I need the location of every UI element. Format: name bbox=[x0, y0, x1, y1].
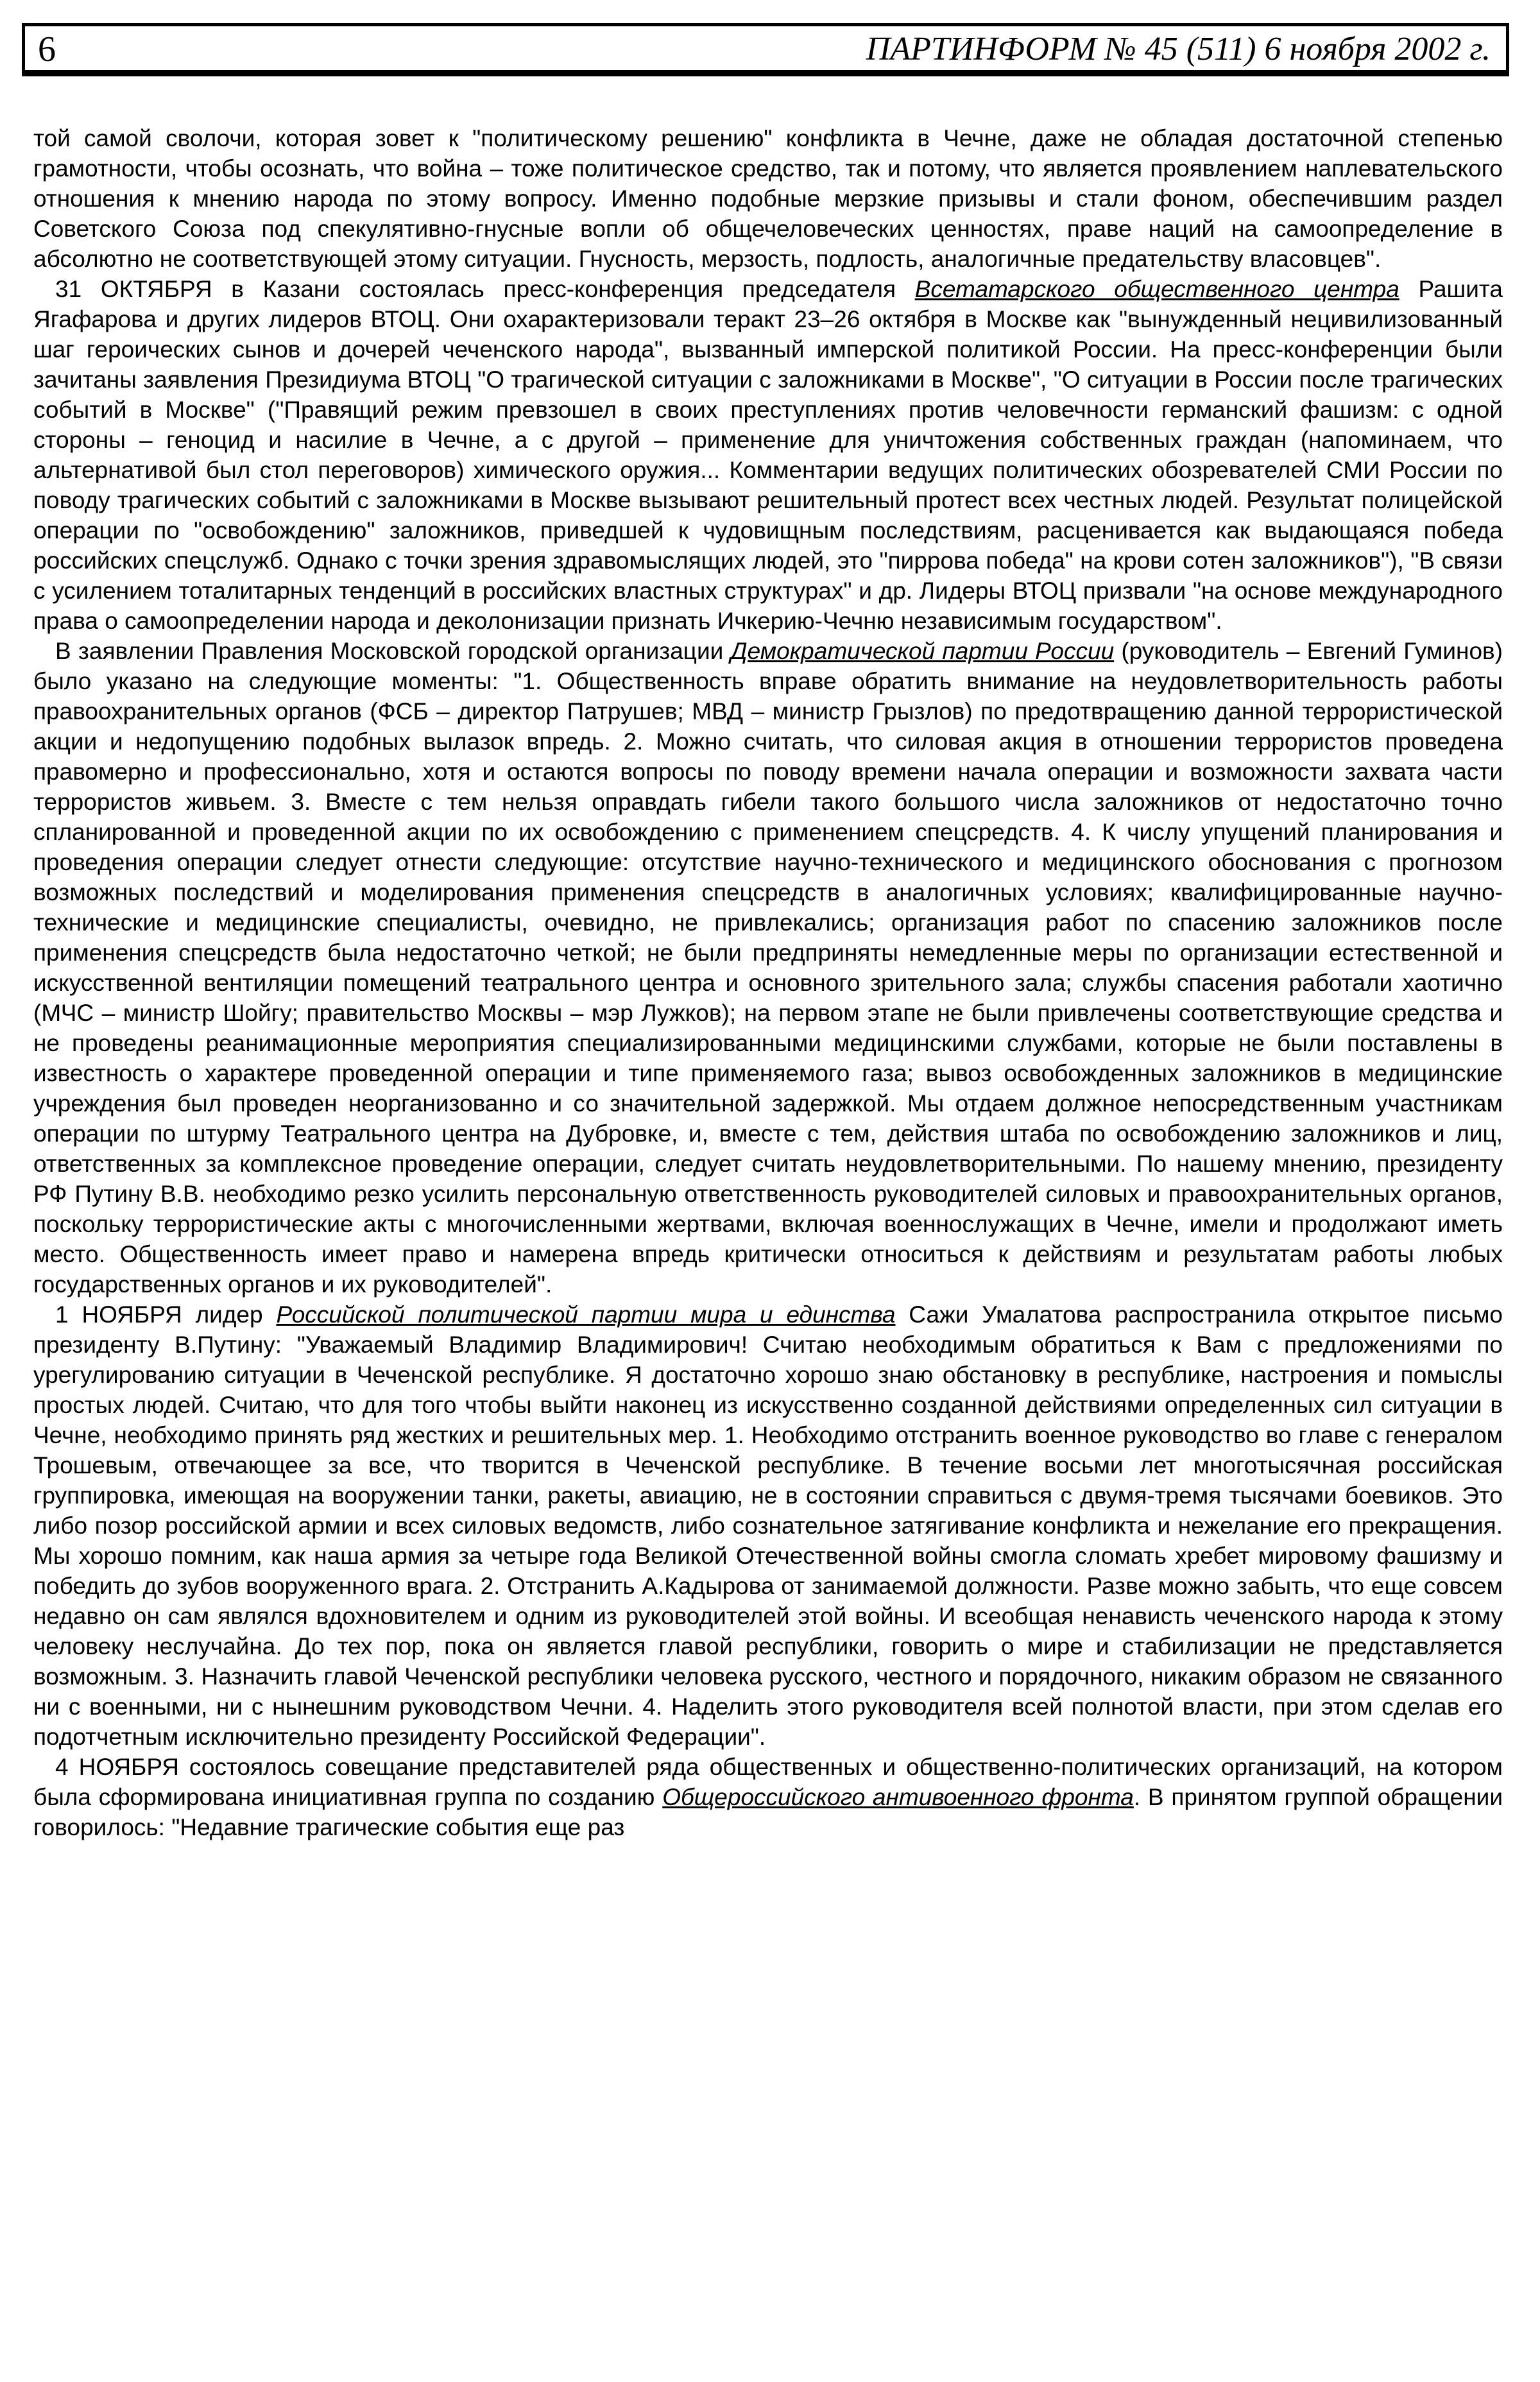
paragraph-umalatova bbox=[33, 1299, 1503, 1752]
page-number: 6 bbox=[38, 30, 56, 69]
paragraph-text: (руководитель – Евгений Гуминов) было указано на следующие моменты: "1. Общественность вправе обратить внимание на неудовлетворительность работы правоохранительных органов (ФСБ – директор Патрушев; МВД – министр Грызлов) по предотвращению данной террористической акции и недопущению подобных вылазок впредь. 2. Можно считать, что силовая акция в отношении террористов проведена правомерно и профессионально, хотя и остаются вопросы по поводу времени начала операции и возможности захвата части террористов живьем. 3. Вместе с тем нельзя оправдать гибели такого большого числа заложников от недостаточно точно спланированной и проведенной акции по их освобождению с применением спецсредств. 4. К числу упущений планирования и проведения операции следует отнести следующие: отсутствие научно-технического и медицинского обоснования с прогнозом возможных последствий и моделирования применения спецсредств в аналогичных условиях; квалифицированные научно-технические и медицинские специалисты, очевидно, не привлекались; организация работ по спасению заложников после применения спецсредств была недостаточно четкой; не были предприняты немедленные меры по организации естественной и искусственной вентиляции помещений театрального центра и основного зрительного зала; службы спасения работали хаотично (МЧС – министр Шойгу; правительство Москвы – мэр Лужков); на первом этапе не были привлечены соответствующие средства и не проведены реанимационные мероприятия специализированными медицинскими службами, которые не были поставлены в известность о характере проведенной операции и типе применяемого газа; вывоз освобожденных заложников в медицинские учреждения был проведен неорганизованно и со значительной задержкой. Мы отдаем должное непосредственным участникам операции по штурму Театрального центра на Дубровке, и, вместе с тем, действия штаба по освобождению заложников и лиц, ответственных за комплексное проведение операции, следует считать неудовлетворительными. По нашему мнению, президенту РФ Путину В.В. необходимо резко усилить персональную ответственность руководителей силовых и правоохранительных органов, поскольку террористические акты с многочисленными жертвами, включая военнослужащих в Чечне, имели и продолжают иметь место. Общественность имеет право и намерена впредь критически относиться к действиям и результатам работы любых государственных органов и их руководителей". bbox=[33, 638, 1503, 1298]
paragraph-vtoc bbox=[33, 274, 1503, 636]
organization-link-dpr[interactable]: Демократической партии России bbox=[730, 638, 1115, 664]
organization-link-vtoc[interactable]: Всетатарского общественного центра bbox=[914, 276, 1399, 302]
paragraph-text: 31 ОКТЯБРЯ в Казани состоялась пресс-конференция председателя bbox=[55, 276, 915, 302]
paragraph-dpr bbox=[33, 636, 1503, 1299]
paragraph-text: . В принятом группой обращении говорилось: "Недавние трагические события еще раз bbox=[33, 1784, 1503, 1840]
paragraph-text: 4 НОЯБРЯ состоялось совещание представителей ряда общественных и общественно-политических организаций, на котором была сформирована инициативная группа по созданию bbox=[33, 1754, 1503, 1810]
paragraph-text: той самой сволочи, которая зовет к "политическому решению" конфликта в Чечне, даже не обладая достаточной степенью грамотности, чтобы осознать, что война – тоже политическое средство, так и потому, что является проявлением наплевательского отношения к мнению народа по этому вопросу. Именно подобные мерзкие призывы и стали фоном, обеспечившим раздел Советского Союза под спекулятивно-гнусные вопли об общечеловеческих ценностях, праве наций на самоопределение в абсолютно не соответствующей этому ситуации. Гнусность, мерзость, подлость, аналогичные предательству власовцев". bbox=[33, 125, 1503, 272]
paragraph-text: Рашита Ягафарова и других лидеров ВТОЦ. Они охарактеризовали теракт 23–26 октября в Москве как "вынужденный нецивилизованный шаг героических сынов и дочерей чеченского народа", вызванный имперской политикой России. На пресс-конференции были зачитаны заявления Президиума ВТОЦ "О трагической ситуации с заложниками в Москве", "О ситуации в России после трагических событий в Москве" ("Правящий режим превзошел в своих преступлениях против человечности германский фашизм: с одной стороны – геноцид и насилие в Чечне, а с другой – применение для уничтожения собственных граждан (напоминаем, что альтернативой был стол переговоров) химического оружия... Комментарии ведущих политических обозревателей СМИ России по поводу трагических событий с заложниками в Москве вызывают решительный протест всех честных людей. Результат полицейской операции по "освобождению" заложников, приведшей к чудовищным последствиям, расценивается как выдающаяся победа российских спецслужб. Однако с точки зрения здравомыслящих людей, это "пиррова победа" на крови сотен заложников"), "В связи с усилением тоталитарных тенденций в российских властных структурах" и др. Лидеры ВТОЦ призвали "на основе международного права о самоопределении народа и деколонизации признать Ичкерию-Чечню независимым государством". bbox=[33, 276, 1503, 634]
paragraph-antiwar-front bbox=[33, 1752, 1503, 1842]
paragraph-text: В заявлении Правления Московской городской организации bbox=[55, 638, 731, 664]
paragraph-text: 1 НОЯБРЯ лидер bbox=[55, 1301, 277, 1328]
organization-link-rppme[interactable]: Российской политической партии мира и единства bbox=[276, 1301, 896, 1328]
article-body bbox=[33, 123, 1503, 1842]
page-header bbox=[22, 23, 1509, 76]
organization-link-antiwar-front[interactable]: Общероссийского антивоенного фронта bbox=[662, 1784, 1134, 1810]
paragraph-text: Сажи Умалатова распространила открытое письмо президенту В.Путину: "Уважаемый Владимир Владимирович! Считаю необходимым обратиться к Вам с предложениями по урегулированию ситуации в Чеченской республике. Я достаточно хорошо знаю обстановку в республике, настроения и помыслы простых людей. Считаю, что для того чтобы выйти наконец из искусственно созданной действиями определенных сил ситуации в Чечне, необходимо принять ряд жестких и решительных мер. 1. Необходимо отстранить военное руководство во главе с генералом Трошевым, отвечающее за все, что творится в Чеченской республике. В течение восьми лет многотысячная российская группировка, имеющая на вооружении танки, ракеты, авиацию, не в состоянии справиться с двумя-тремя тысячами боевиков. Это либо позор российской армии и всех силовых ведомств, либо сознательное затягивание конфликта и нежелание его прекращения. Мы хорошо помним, как наша армия за четыре года Великой Отечественной войны смогла сломать хребет мировому фашизму и победить до зубов вооруженного врага. 2. Отстранить А.Кадырова от занимаемой должности. Разве можно забыть, что еще совсем недавно он сам являлся вдохновителем и одним из руководителей этой войны. И всеобщая ненависть чеченского народа к этому человеку неслучайна. До тех пор, пока он является главой республики, говорить о мире и стабилизации не представляется возможным. 3. Назначить главой Чеченской республики человека русского, честного и порядочного, никаким образом не связанного ни с военными, ни с нынешним руководством Чечни. 4. Наделить этого руководителя всей полнотой власти, при этом сделав его подотчетным исключительно президенту Российской Федерации". bbox=[33, 1301, 1503, 1750]
publication-title: ПАРТИНФОРМ № 45 (511) 6 ноября 2002 г. bbox=[866, 31, 1491, 67]
paragraph-continuation bbox=[33, 123, 1503, 274]
